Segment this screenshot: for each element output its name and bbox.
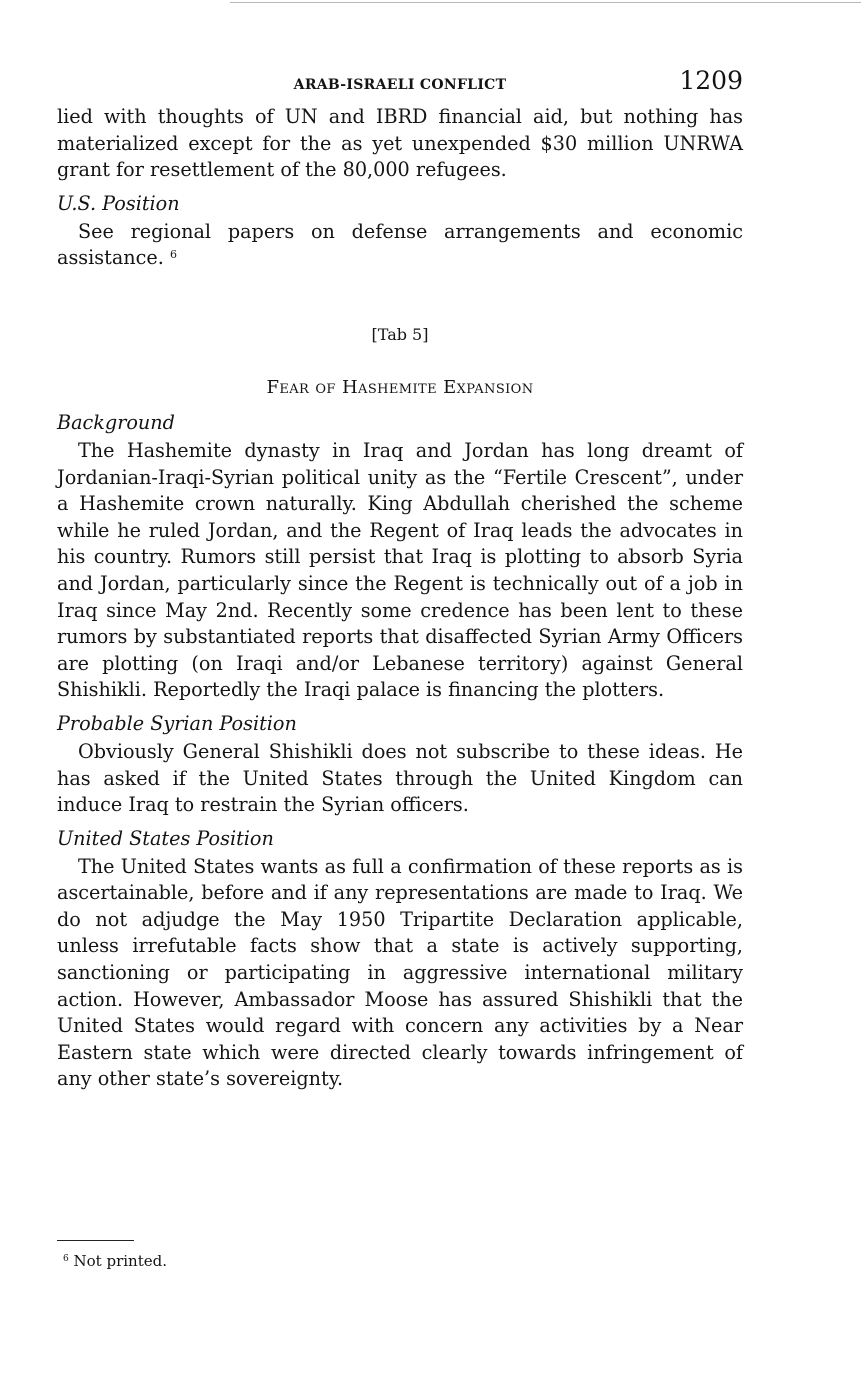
us-position-paragraph: The United States wants as full a confirmation of these reports as is ascertainable, before and if any representations are made to Iraq. We do not adjudge the May 1950 Tripartite Declaration applicable, unless irrefutable facts show that a state is actively supporting, sanctioning or participating in aggressive international military action. However, Ambassador Moose has assured Shishikli that the United States would regard with concern any activities by a Near Eastern state which were directed clearly towards infringement of any other state’s sovereignty. [57, 854, 743, 1091]
us-position-prev-text: See regional papers on defense arrangements and economic assistance. [57, 219, 743, 270]
footnote-marker: 6 [63, 1254, 69, 1264]
document-page [57, 66, 743, 1093]
running-title: ARAB-ISRAELI CONFLICT [293, 77, 507, 93]
running-header [57, 66, 743, 104]
us-position-prev-heading: U.S. Position [57, 191, 180, 215]
background-paragraph: The Hashemite dynasty in Iraq and Jordan has long dreamt of Jordanian-Iraqi-Syrian political unity as the “Fertile Crescent”, under a Hashemite crown naturally. King Abdullah cherished the scheme while he ruled Jordan, and the Regent of Iraq leads the advocates in his country. Rumors still persist that Iraq is plotting to absorb Syria and Jordan, particularly since the Regent is technically out of a job in Iraq since May 2nd. Recently some credence has been lent to these rumors by substantiated reports that disaffected Syrian Army Officers are plotting (on Iraqi and/or Lebanese territory) against General Shishikli. Reportedly the Iraqi palace is financing the plotters. [57, 438, 743, 702]
footnote-reference: 6 [169, 248, 177, 262]
footnote-divider [57, 1240, 134, 1241]
footnote-text: Not printed. [73, 1252, 167, 1270]
background-heading: Background [57, 410, 175, 434]
us-position-heading: United States Position [57, 826, 274, 850]
footnote [63, 1251, 167, 1271]
continuation-paragraph: lied with thoughts of UN and IBRD financial aid, but nothing has materialized except for the as yet unexpended $30 million UNRWA grant for resettlement of the 80,000 refugees. [57, 105, 743, 182]
syrian-position-paragraph: Obviously General Shishikli does not subscribe to these ideas. He has asked if the United States through the United Kingdom can induce Iraq to restrain the Syrian officers. [57, 739, 743, 817]
section-title: Fear of Hashemite Expansion [266, 376, 534, 398]
page-number: 1209 [679, 66, 743, 95]
top-edge-rule [230, 2, 861, 3]
syrian-position-heading: Probable Syrian Position [57, 711, 297, 735]
tab-label: [Tab 5] [371, 324, 429, 344]
us-position-prev-paragraph [57, 219, 743, 272]
